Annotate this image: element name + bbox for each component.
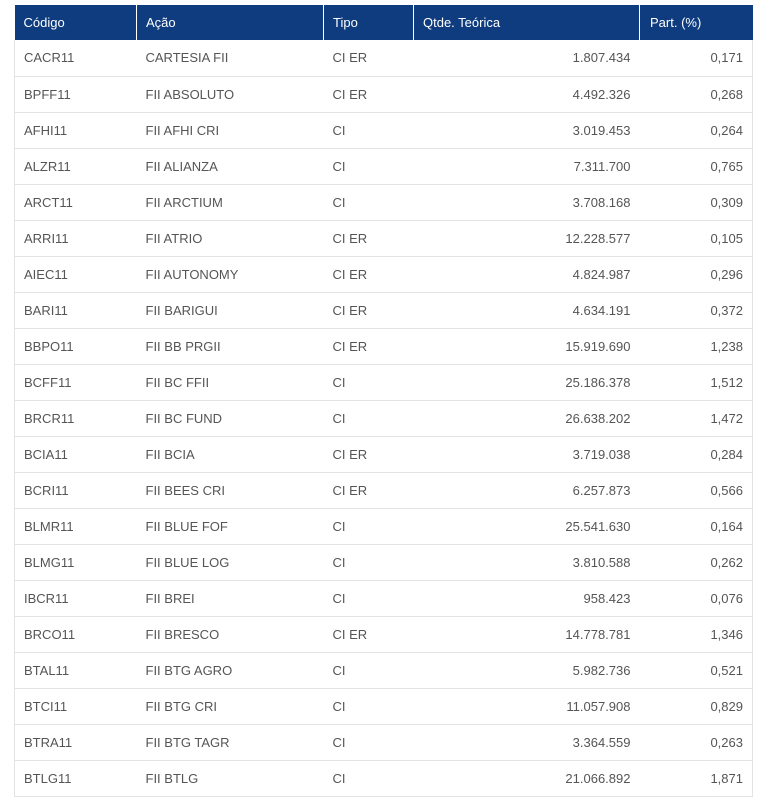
codigo-cell: AFHI11 (15, 112, 137, 148)
participacao-cell: 1,238 (640, 328, 753, 364)
participacao-cell: 0,284 (640, 436, 753, 472)
acao-cell: FII ALIANZA (137, 148, 324, 184)
qtde-teorica-cell: 26.638.202 (414, 400, 640, 436)
column-header-participacao[interactable]: Part. (%) (640, 5, 753, 40)
table-row (15, 688, 753, 724)
table-row (15, 112, 753, 148)
qtde-teorica-cell: 3.810.588 (414, 544, 640, 580)
tipo-cell: CI (324, 112, 414, 148)
participacao-cell: 0,829 (640, 688, 753, 724)
participacao-cell: 0,268 (640, 76, 753, 112)
acao-cell: FII BEES CRI (137, 472, 324, 508)
codigo-cell: BTCI11 (15, 688, 137, 724)
acao-cell: FII BTG AGRO (137, 652, 324, 688)
column-header-qtde-teorica[interactable]: Qtde. Teórica (414, 5, 640, 40)
participacao-cell: 0,566 (640, 472, 753, 508)
qtde-teorica-cell: 25.186.378 (414, 364, 640, 400)
table-row (15, 76, 753, 112)
acao-cell: FII BTG TAGR (137, 724, 324, 760)
participacao-cell: 0,765 (640, 148, 753, 184)
qtde-teorica-cell: 14.778.781 (414, 616, 640, 652)
codigo-cell: BPFF11 (15, 76, 137, 112)
codigo-cell: BBPO11 (15, 328, 137, 364)
participacao-cell: 0,372 (640, 292, 753, 328)
codigo-cell: BCIA11 (15, 436, 137, 472)
table-row (15, 364, 753, 400)
acao-cell: FII AFHI CRI (137, 112, 324, 148)
codigo-cell: BTAL11 (15, 652, 137, 688)
codigo-cell: BLMG11 (15, 544, 137, 580)
participacao-cell: 0,264 (640, 112, 753, 148)
tipo-cell: CI ER (324, 328, 414, 364)
participacao-cell: 1,346 (640, 616, 753, 652)
table-row (15, 148, 753, 184)
tipo-cell: CI ER (324, 220, 414, 256)
table-row (15, 292, 753, 328)
acao-cell: FII BB PRGII (137, 328, 324, 364)
participacao-cell: 0,263 (640, 724, 753, 760)
tipo-cell: CI ER (324, 472, 414, 508)
participacao-cell: 0,171 (640, 40, 753, 76)
table-row (15, 616, 753, 652)
portfolio-table (14, 5, 753, 797)
qtde-teorica-cell: 4.634.191 (414, 292, 640, 328)
acao-cell: FII AUTONOMY (137, 256, 324, 292)
tipo-cell: CI ER (324, 256, 414, 292)
acao-cell: FII BREI (137, 580, 324, 616)
codigo-cell: AIEC11 (15, 256, 137, 292)
codigo-cell: ALZR11 (15, 148, 137, 184)
acao-cell: FII BTLG (137, 760, 324, 796)
qtde-teorica-cell: 1.807.434 (414, 40, 640, 76)
tipo-cell: CI (324, 148, 414, 184)
tipo-cell: CI (324, 364, 414, 400)
table-row (15, 472, 753, 508)
qtde-teorica-cell: 958.423 (414, 580, 640, 616)
participacao-cell: 0,521 (640, 652, 753, 688)
acao-cell: FII BC FFII (137, 364, 324, 400)
table-row (15, 256, 753, 292)
table-row (15, 724, 753, 760)
qtde-teorica-cell: 3.708.168 (414, 184, 640, 220)
acao-cell: FII BLUE LOG (137, 544, 324, 580)
column-header-codigo[interactable]: Código (15, 5, 137, 40)
participacao-cell: 1,871 (640, 760, 753, 796)
tipo-cell: CI ER (324, 292, 414, 328)
acao-cell: FII ARCTIUM (137, 184, 324, 220)
table-row (15, 328, 753, 364)
tipo-cell: CI (324, 724, 414, 760)
codigo-cell: BTLG11 (15, 760, 137, 796)
tipo-cell: CI ER (324, 436, 414, 472)
codigo-cell: IBCR11 (15, 580, 137, 616)
codigo-cell: BARI11 (15, 292, 137, 328)
codigo-cell: BCFF11 (15, 364, 137, 400)
qtde-teorica-cell: 7.311.700 (414, 148, 640, 184)
table-row (15, 436, 753, 472)
portfolio-table-container (14, 5, 752, 797)
participacao-cell: 0,262 (640, 544, 753, 580)
qtde-teorica-cell: 6.257.873 (414, 472, 640, 508)
acao-cell: FII ATRIO (137, 220, 324, 256)
tipo-cell: CI (324, 760, 414, 796)
acao-cell: FII ABSOLUTO (137, 76, 324, 112)
acao-cell: FII BRESCO (137, 616, 324, 652)
tipo-cell: CI ER (324, 40, 414, 76)
tipo-cell: CI ER (324, 616, 414, 652)
participacao-cell: 0,076 (640, 580, 753, 616)
qtde-teorica-cell: 4.492.326 (414, 76, 640, 112)
table-row (15, 400, 753, 436)
qtde-teorica-cell: 3.719.038 (414, 436, 640, 472)
qtde-teorica-cell: 3.364.559 (414, 724, 640, 760)
qtde-teorica-cell: 25.541.630 (414, 508, 640, 544)
participacao-cell: 1,512 (640, 364, 753, 400)
table-row (15, 508, 753, 544)
table-body (15, 40, 753, 796)
participacao-cell: 0,164 (640, 508, 753, 544)
acao-cell: FII BARIGUI (137, 292, 324, 328)
column-header-tipo[interactable]: Tipo (324, 5, 414, 40)
tipo-cell: CI (324, 184, 414, 220)
codigo-cell: ARRI11 (15, 220, 137, 256)
tipo-cell: CI ER (324, 76, 414, 112)
tipo-cell: CI (324, 688, 414, 724)
column-header-acao[interactable]: Ação (137, 5, 324, 40)
acao-cell: FII BTG CRI (137, 688, 324, 724)
table-row (15, 544, 753, 580)
acao-cell: FII BC FUND (137, 400, 324, 436)
participacao-cell: 0,105 (640, 220, 753, 256)
table-row (15, 40, 753, 76)
table-row (15, 760, 753, 796)
table-row (15, 652, 753, 688)
codigo-cell: BRCR11 (15, 400, 137, 436)
codigo-cell: BRCO11 (15, 616, 137, 652)
qtde-teorica-cell: 21.066.892 (414, 760, 640, 796)
tipo-cell: CI (324, 400, 414, 436)
codigo-cell: BCRI11 (15, 472, 137, 508)
acao-cell: FII BCIA (137, 436, 324, 472)
table-row (15, 580, 753, 616)
qtde-teorica-cell: 4.824.987 (414, 256, 640, 292)
participacao-cell: 1,472 (640, 400, 753, 436)
qtde-teorica-cell: 5.982.736 (414, 652, 640, 688)
codigo-cell: CACR11 (15, 40, 137, 76)
table-header (15, 5, 753, 40)
acao-cell: CARTESIA FII (137, 40, 324, 76)
table-row (15, 220, 753, 256)
qtde-teorica-cell: 11.057.908 (414, 688, 640, 724)
participacao-cell: 0,309 (640, 184, 753, 220)
codigo-cell: BTRA11 (15, 724, 137, 760)
qtde-teorica-cell: 15.919.690 (414, 328, 640, 364)
acao-cell: FII BLUE FOF (137, 508, 324, 544)
tipo-cell: CI (324, 544, 414, 580)
table-row (15, 184, 753, 220)
header-row (15, 5, 753, 40)
qtde-teorica-cell: 12.228.577 (414, 220, 640, 256)
tipo-cell: CI (324, 580, 414, 616)
tipo-cell: CI (324, 508, 414, 544)
codigo-cell: BLMR11 (15, 508, 137, 544)
qtde-teorica-cell: 3.019.453 (414, 112, 640, 148)
codigo-cell: ARCT11 (15, 184, 137, 220)
participacao-cell: 0,296 (640, 256, 753, 292)
tipo-cell: CI (324, 652, 414, 688)
